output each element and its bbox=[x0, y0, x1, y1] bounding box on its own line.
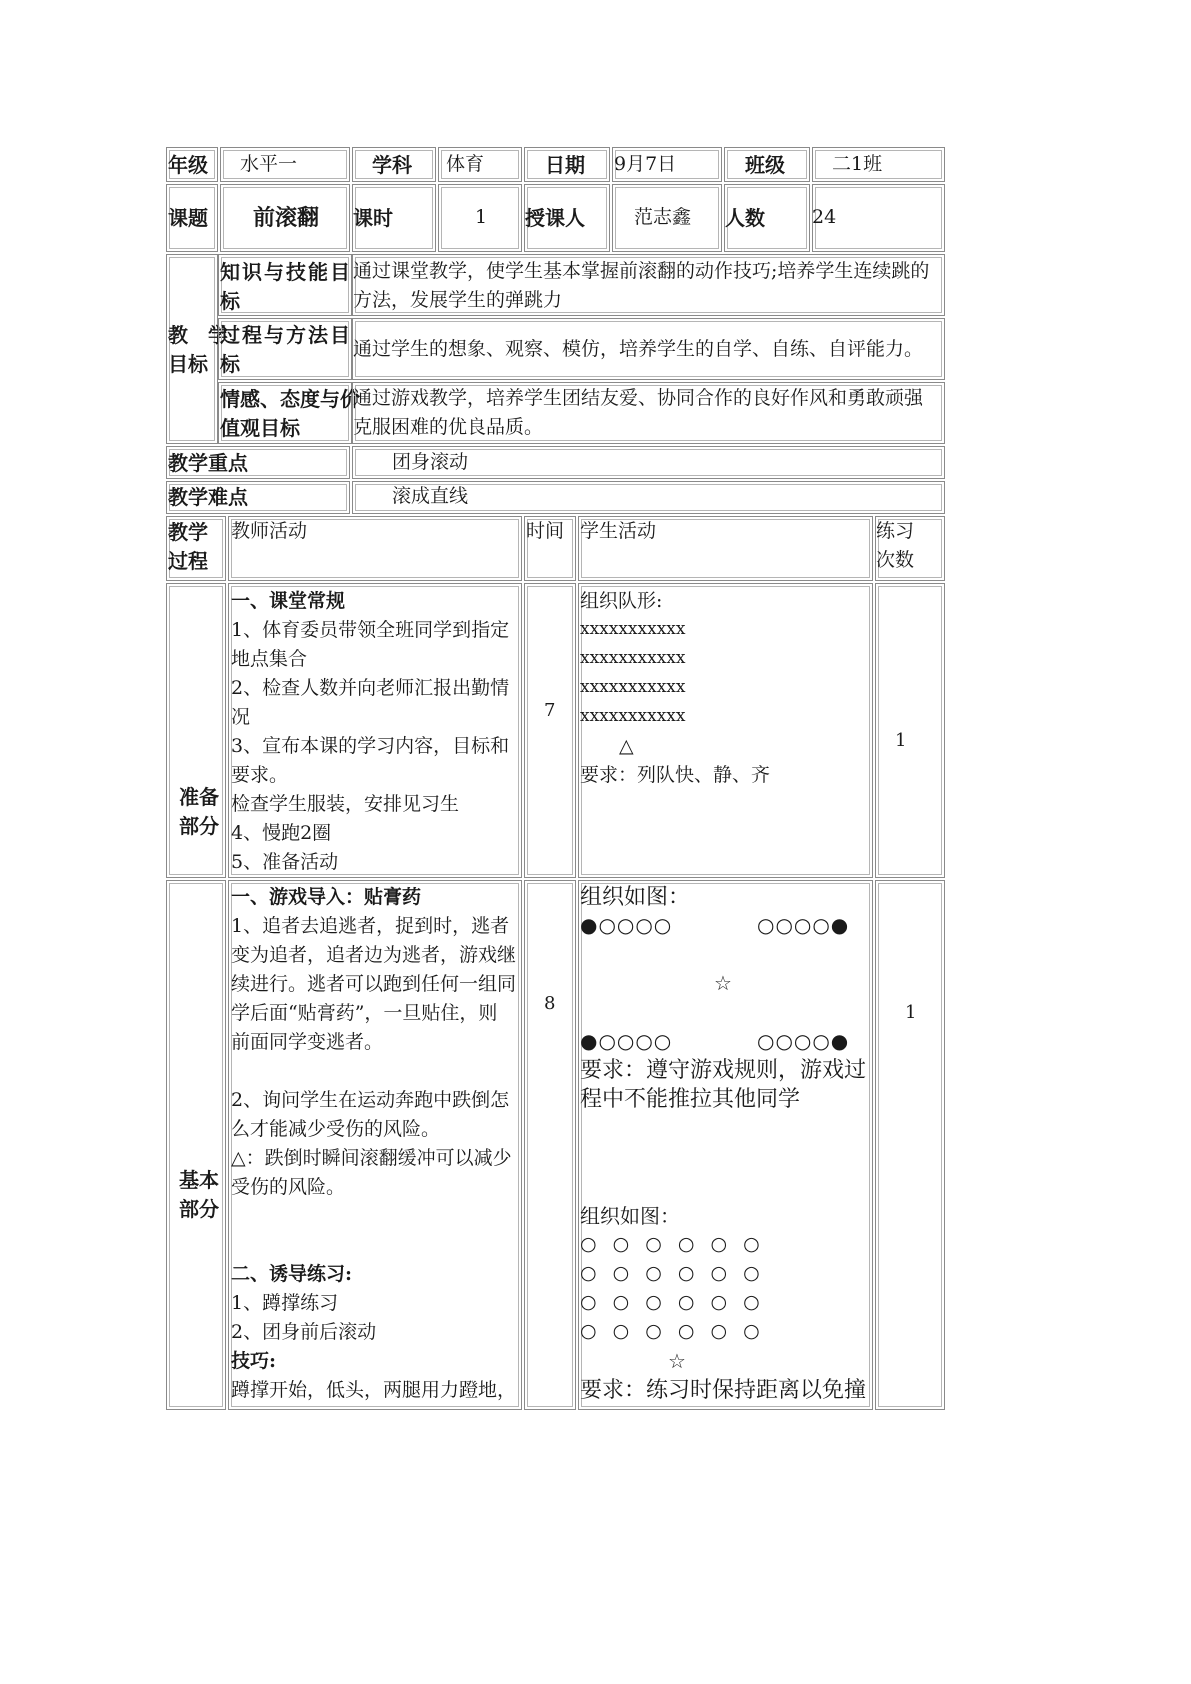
basic-label: 基本 bbox=[179, 1168, 219, 1192]
subject-label: 学科 bbox=[372, 153, 412, 177]
objective-1-text-2: 方法，发展学生的弹跳力 bbox=[353, 289, 563, 311]
difficulty-label: 教学难点 bbox=[168, 485, 248, 509]
teacher-activity-header: 教师活动 bbox=[231, 520, 308, 542]
basic-time: 8 bbox=[544, 993, 556, 1014]
reps-header: 练习 bbox=[876, 520, 915, 542]
objective-2-text: 通过学生的想象、观察、模仿，培养学生的自学、自练、自评能力。 bbox=[353, 338, 924, 360]
objective-3-label: 情感、态度与价 bbox=[220, 387, 360, 411]
basic-teacher-line: 2、团身前后滚动 bbox=[231, 1321, 377, 1343]
process-label: 教学 bbox=[168, 520, 208, 544]
basic-student-line: 组织如图： bbox=[580, 885, 691, 910]
objective-1-label-2: 标 bbox=[220, 289, 240, 313]
prep-reps: 1 bbox=[895, 730, 907, 751]
date-label: 日期 bbox=[545, 153, 585, 177]
basic-teacher-line: 1、追者去追逃者，捉到时，逃者 bbox=[231, 915, 510, 937]
basic-teacher-line: 一、游戏导入：贴膏药 bbox=[231, 886, 422, 908]
prep-teacher-line: 3、宣布本课的学习内容，目标和 bbox=[231, 735, 510, 757]
cell-basic-label bbox=[166, 880, 226, 1410]
prep-teacher-line: 地点集合 bbox=[231, 648, 308, 670]
prep-student-line: xxxxxxxxxxx bbox=[580, 648, 686, 668]
basic-student-line: 要求：遵守游戏规则，游戏过 bbox=[580, 1058, 867, 1083]
key-point-value: 团身滚动 bbox=[392, 451, 469, 473]
formation-row-icon: ●○○○○ bbox=[580, 913, 673, 937]
circle-row-icon: ○ ○ ○ ○ ○ ○ bbox=[580, 1291, 765, 1313]
basic-teacher-line: 前面同学变逃者。 bbox=[231, 1031, 384, 1053]
basic-teacher-line: 1、蹲撑练习 bbox=[231, 1292, 339, 1314]
count-value: 24 bbox=[812, 206, 837, 228]
basic-label-2: 部分 bbox=[179, 1197, 219, 1221]
objective-3-text-2: 克服困难的优良品质。 bbox=[353, 416, 544, 438]
cell-basic-reps bbox=[875, 880, 945, 1410]
prep-student-line: xxxxxxxxxxx bbox=[580, 706, 686, 726]
objective-3-text: 通过游戏教学，培养学生团结友爱、协同合作的良好作风和勇敢顽强 bbox=[353, 387, 924, 409]
prep-student-line: 组织队形: bbox=[580, 590, 663, 612]
teacher-triangle-icon: △ bbox=[619, 735, 634, 757]
date-value: 9月7日 bbox=[614, 153, 677, 175]
class-value: 二1班 bbox=[832, 153, 883, 175]
prep-student-line: xxxxxxxxxxx bbox=[580, 619, 686, 639]
basic-teacher-line: 2、询问学生在运动奔跑中跌倒怎 bbox=[231, 1089, 510, 1111]
count-label: 人数 bbox=[725, 206, 765, 230]
prep-teacher-line: 检查学生服装，安排见习生 bbox=[231, 793, 460, 815]
prep-teacher-line: 2、检查人数并向老师汇报出勤情 bbox=[231, 677, 510, 699]
cell-objectives-label bbox=[166, 254, 218, 444]
cell-basic-time bbox=[524, 880, 576, 1410]
time-header: 时间 bbox=[526, 520, 565, 542]
teacher-value: 范志鑫 bbox=[634, 206, 692, 228]
prep-student-line: 要求：列队快、静、齐 bbox=[580, 764, 771, 786]
basic-student-line: 要求：练习时保持距离以免撞 bbox=[580, 1378, 867, 1403]
circle-row-icon: ○ ○ ○ ○ ○ ○ bbox=[580, 1233, 765, 1255]
basic-student-line: 组织如图： bbox=[580, 1204, 680, 1228]
difficulty-value: 滚成直线 bbox=[392, 485, 469, 507]
cell-prep-time bbox=[524, 583, 576, 878]
topic-label: 课题 bbox=[168, 206, 208, 230]
objectives-label-line2: 目标 bbox=[168, 352, 208, 376]
formation-row-icon: ○○○○● bbox=[757, 913, 850, 937]
basic-teacher-line: 学后面“贴膏药”，一旦贴住，则 bbox=[231, 1002, 498, 1024]
prep-teacher-line: 1、体育委员带领全班同学到指定 bbox=[231, 619, 510, 641]
key-point-label: 教学重点 bbox=[168, 451, 248, 475]
grade-label: 年级 bbox=[168, 153, 208, 177]
basic-teacher-line: 受伤的风险。 bbox=[231, 1176, 346, 1198]
prep-student-line: xxxxxxxxxxx bbox=[580, 677, 686, 697]
prep-teacher-line: 5、准备活动 bbox=[231, 851, 339, 873]
objective-2-label-2: 标 bbox=[220, 352, 240, 376]
subject-value: 体育 bbox=[446, 153, 485, 175]
formation-row-icon: ●○○○○ bbox=[580, 1029, 673, 1053]
prep-teacher-line: 况 bbox=[231, 706, 251, 728]
basic-teacher-line: △：跌倒时瞬间滚翻缓冲可以减少 bbox=[231, 1147, 512, 1169]
basic-teacher-line: 蹲撑开始，低头，两腿用力蹬地， bbox=[231, 1379, 517, 1401]
objective-1-text: 通过课堂教学，使学生基本掌握前滚翻的动作技巧;培养学生连续跳的 bbox=[353, 260, 930, 282]
basic-teacher-line: 么才能减少受伤的风险。 bbox=[231, 1118, 441, 1140]
objective-1-label: 知识与技能目 bbox=[220, 260, 352, 284]
basic-teacher-line: 二、诱导练习: bbox=[231, 1263, 353, 1285]
star-icon: ☆ bbox=[714, 971, 732, 995]
basic-reps: 1 bbox=[905, 1002, 917, 1023]
reps-header-2: 次数 bbox=[876, 549, 915, 571]
objective-2-label: 过程与方法目 bbox=[220, 323, 352, 347]
circle-row-icon: ○ ○ ○ ○ ○ ○ bbox=[580, 1320, 765, 1342]
prep-label-2: 部分 bbox=[179, 814, 219, 838]
prep-teacher-line: 一、课堂常规 bbox=[231, 590, 346, 612]
teacher-label: 授课人 bbox=[525, 206, 585, 230]
topic-value: 前滚翻 bbox=[253, 205, 320, 231]
circle-row-icon: ○ ○ ○ ○ ○ ○ bbox=[580, 1262, 765, 1284]
basic-student-line: 程中不能推拉其他同学 bbox=[580, 1087, 801, 1112]
objectives-label-line1: 教 学 bbox=[168, 323, 228, 347]
process-label-2: 过程 bbox=[168, 549, 208, 573]
period-value: 1 bbox=[475, 206, 488, 228]
cell-prep-reps bbox=[875, 583, 945, 878]
class-label: 班级 bbox=[745, 153, 785, 177]
period-label: 课时 bbox=[353, 206, 393, 230]
grade-value: 水平一 bbox=[240, 153, 298, 175]
star-icon: ☆ bbox=[668, 1349, 686, 1373]
prep-time: 7 bbox=[544, 700, 556, 721]
prep-label: 准备 bbox=[179, 785, 219, 809]
basic-teacher-line: 变为追者，追者边为逃者，游戏继 bbox=[231, 944, 517, 966]
basic-teacher-line: 续进行。逃者可以跑到任何一组同 bbox=[231, 973, 517, 995]
basic-teacher-line: 技巧: bbox=[231, 1350, 277, 1372]
objective-3-label-2: 值观目标 bbox=[220, 416, 300, 440]
student-activity-header: 学生活动 bbox=[580, 520, 657, 542]
prep-teacher-line: 要求。 bbox=[231, 764, 289, 786]
formation-row-icon: ○○○○● bbox=[757, 1029, 850, 1053]
prep-teacher-line: 4、慢跑2圈 bbox=[231, 822, 332, 844]
